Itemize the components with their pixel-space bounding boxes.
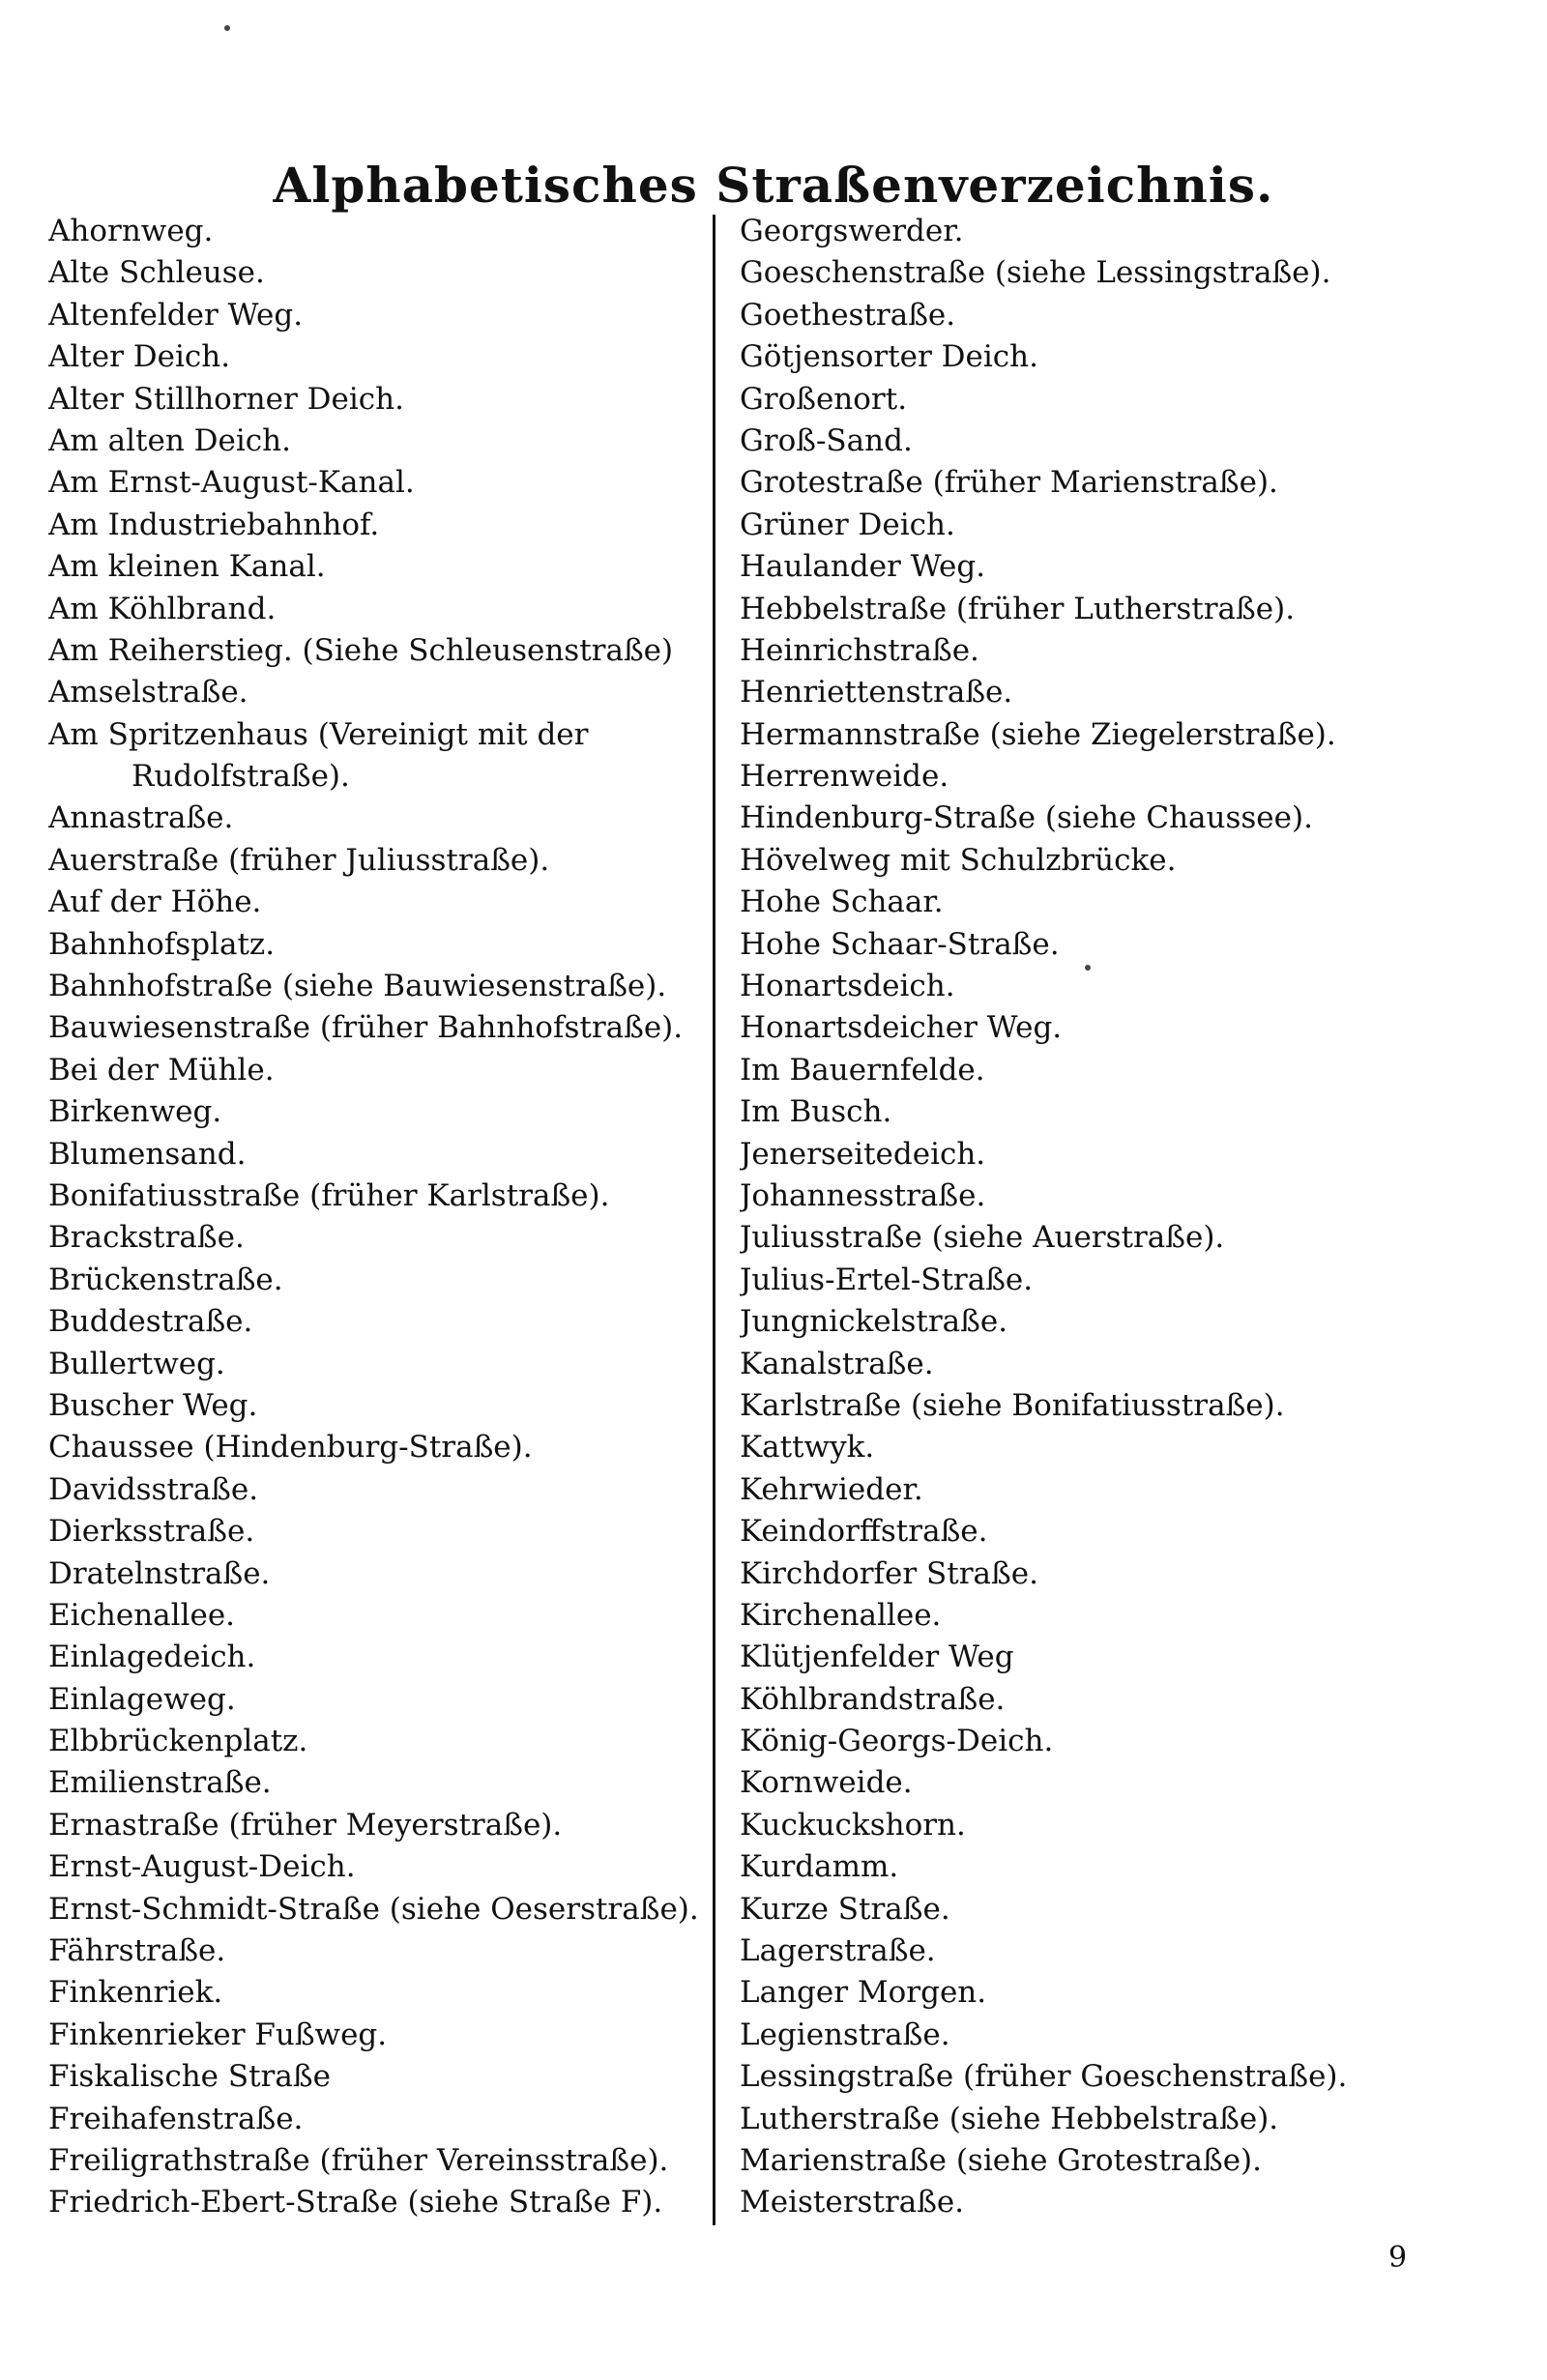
street-entry: Elbbrückenplatz. <box>48 1724 308 1759</box>
street-entry: Lessingstraße (früher Goeschenstraße). <box>740 2059 1348 2095</box>
street-entry: Friedrich-Ebert-Straße (siehe Straße F). <box>48 2185 663 2220</box>
street-entry: Emilienstraße. <box>48 1765 272 1801</box>
street-entry: Hohe Schaar-Straße. <box>740 926 1060 962</box>
print-speck <box>224 25 230 31</box>
street-entry: Amselstraße. <box>48 675 248 711</box>
street-entry: Kornweide. <box>740 1765 913 1801</box>
street-entry: Georgswerder. <box>740 214 964 248</box>
street-entry: Bei der Mühle. <box>48 1052 275 1088</box>
street-entry: Eichenallee. <box>48 1597 236 1633</box>
street-entry: Johannesstraße. <box>740 1177 986 1213</box>
street-entry: König-Georgs-Deich. <box>740 1724 1054 1759</box>
street-entry: Honartsdeich. <box>740 969 955 1004</box>
street-entry: Dierksstraße. <box>48 1514 255 1550</box>
street-entry: Fiskalische Straße <box>48 2059 331 2095</box>
page-title: Alphabetisches Straßenverzeichnis. <box>273 156 1274 214</box>
street-entry: Am Reiherstieg. (Siehe Schleusenstraße) <box>48 632 674 668</box>
street-entry: Davidsstraße. <box>48 1471 259 1507</box>
street-entry: Finkenriek. <box>48 1975 223 2011</box>
left-street-column <box>48 211 706 2224</box>
street-entry: Im Busch. <box>740 1094 892 1130</box>
street-entry: Freihafenstraße. <box>48 2101 304 2136</box>
street-entry: Alte Schleuse. <box>48 255 265 291</box>
street-entry: Legienstraße. <box>740 2017 950 2052</box>
street-entry: Kehrwieder. <box>740 1471 923 1507</box>
street-entry: Bonifatiusstraße (früher Karlstraße). <box>48 1178 610 1213</box>
street-entry: Dratelnstraße. <box>48 1555 271 1591</box>
street-entry: Haulander Weg. <box>740 549 986 585</box>
street-entry: Meisterstraße. <box>740 2185 965 2220</box>
street-entry: Ahornweg. <box>48 214 214 248</box>
street-entry: Juliusstraße (siehe Auerstraße). <box>740 1220 1225 1256</box>
street-entry: Marienstraße (siehe Grotestraße). <box>740 2142 1262 2178</box>
street-entry: Heinrichstraße. <box>740 632 979 668</box>
street-entry: Freiligrathstraße (früher Vereinsstraße). <box>48 2142 669 2178</box>
street-entry: Brackstraße. <box>48 1220 245 1256</box>
street-entry: Am Ernst-August-Kanal. <box>48 465 415 501</box>
street-entry: Kattwyk. <box>740 1430 875 1466</box>
street-entry: Lagerstraße. <box>740 1933 936 1969</box>
street-entry: Alter Stillhorner Deich. <box>48 381 404 417</box>
street-entry: Hohe Schaar. <box>740 885 944 920</box>
street-entry: Kurdamm. <box>740 1849 899 1885</box>
street-entry: Annastraße. <box>48 800 234 836</box>
street-entry: Blumensand. <box>48 1136 247 1172</box>
street-entry: Herrenweide. <box>740 759 949 795</box>
street-entry: Alter Deich. <box>48 339 231 375</box>
street-entry: Karlstraße (siehe Bonifatiusstraße). <box>740 1387 1285 1423</box>
street-entry: Jungnickelstraße. <box>740 1304 1008 1340</box>
street-entry: Henriettenstraße. <box>740 675 1013 711</box>
street-entry: Grotestraße (früher Marienstraße). <box>740 465 1278 501</box>
street-entry: Kuckuckshorn. <box>740 1807 966 1843</box>
street-entry: Kirchdorfer Straße. <box>740 1555 1038 1591</box>
street-entry: Kurze Straße. <box>740 1891 950 1927</box>
street-entry: Auf der Höhe. <box>48 885 262 920</box>
street-entry: Götjensorter Deich. <box>740 339 1038 375</box>
street-entry: Buscher Weg. <box>48 1387 258 1423</box>
street-entry: Ernastraße (früher Meyerstraße). <box>48 1807 563 1843</box>
street-entry: Langer Morgen. <box>740 1975 987 2011</box>
street-entry: Julius-Ertel-Straße. <box>740 1262 1034 1297</box>
column-divider <box>713 215 715 2225</box>
street-entry: Brückenstraße. <box>48 1262 283 1297</box>
street-entry: Ernst-Schmidt-Straße (siehe Oeserstraße). <box>48 1891 699 1927</box>
street-entry: Auerstraße (früher Juliusstraße). <box>48 842 550 878</box>
street-entry: Buddestraße. <box>48 1304 253 1340</box>
street-entry: Honartsdeicher Weg. <box>740 1010 1063 1046</box>
street-entry: Hindenburg-Straße (siehe Chaussee). <box>740 800 1313 836</box>
street-entry: Einlagedeich. <box>48 1640 256 1675</box>
street-entry: Hövelweg mit Schulzbrücke. <box>740 842 1177 878</box>
street-entry: Großenort. <box>740 381 908 417</box>
street-entry: Bullertweg. <box>48 1346 225 1381</box>
street-entry: Bahnhofstraße (siehe Bauwiesenstraße). <box>48 969 667 1004</box>
street-entry: Kirchenallee. <box>740 1597 942 1633</box>
street-entry: Hermannstraße (siehe Ziegelerstraße). <box>740 716 1336 752</box>
street-entry: Hebbelstraße (früher Lutherstraße). <box>740 591 1296 626</box>
street-entry: Klütjenfelder Weg <box>740 1640 1014 1675</box>
street-entry: Bahnhofsplatz. <box>48 926 276 962</box>
street-entry: Im Bauernfelde. <box>740 1052 985 1088</box>
street-entry: Ernst-August-Deich. <box>48 1849 356 1885</box>
street-entry: Köhlbrandstraße. <box>740 1681 1006 1717</box>
street-entry: Einlageweg. <box>48 1681 236 1717</box>
street-entry: Am kleinen Kanal. <box>48 549 326 585</box>
street-entry: Goethestraße. <box>740 297 956 333</box>
street-entry: Am Spritzenhaus (Vereinigt mit der Rudolfstraße). <box>48 716 589 795</box>
street-entry: Birkenweg. <box>48 1094 222 1130</box>
street-entry: Chaussee (Hindenburg-Straße). <box>48 1430 533 1466</box>
street-entry: Am Industriebahnhof. <box>48 507 380 542</box>
right-street-column <box>740 211 1455 2224</box>
street-entry: Jenerseitedeich. <box>740 1136 986 1172</box>
street-entry: Grüner Deich. <box>740 507 955 542</box>
street-entry: Bauwiesenstraße (früher Bahnhofstraße). <box>48 1010 684 1046</box>
street-entry: Am alten Deich. <box>48 422 291 458</box>
street-entry: Lutherstraße (siehe Hebbelstraße). <box>740 2101 1279 2136</box>
street-entry: Keindorffstraße. <box>740 1514 988 1550</box>
street-entry: Goeschenstraße (siehe Lessingstraße). <box>740 255 1331 291</box>
print-speck <box>1085 965 1091 971</box>
street-entry: Am Köhlbrand. <box>48 591 277 626</box>
street-entry: Altenfelder Weg. <box>48 297 304 333</box>
page-number: 9 <box>1388 2241 1408 2275</box>
street-entry: Kanalstraße. <box>740 1346 934 1381</box>
street-entry: Finkenrieker Fußweg. <box>48 2017 388 2052</box>
street-entry: Groß-Sand. <box>740 422 913 458</box>
street-entry: Fährstraße. <box>48 1933 226 1969</box>
